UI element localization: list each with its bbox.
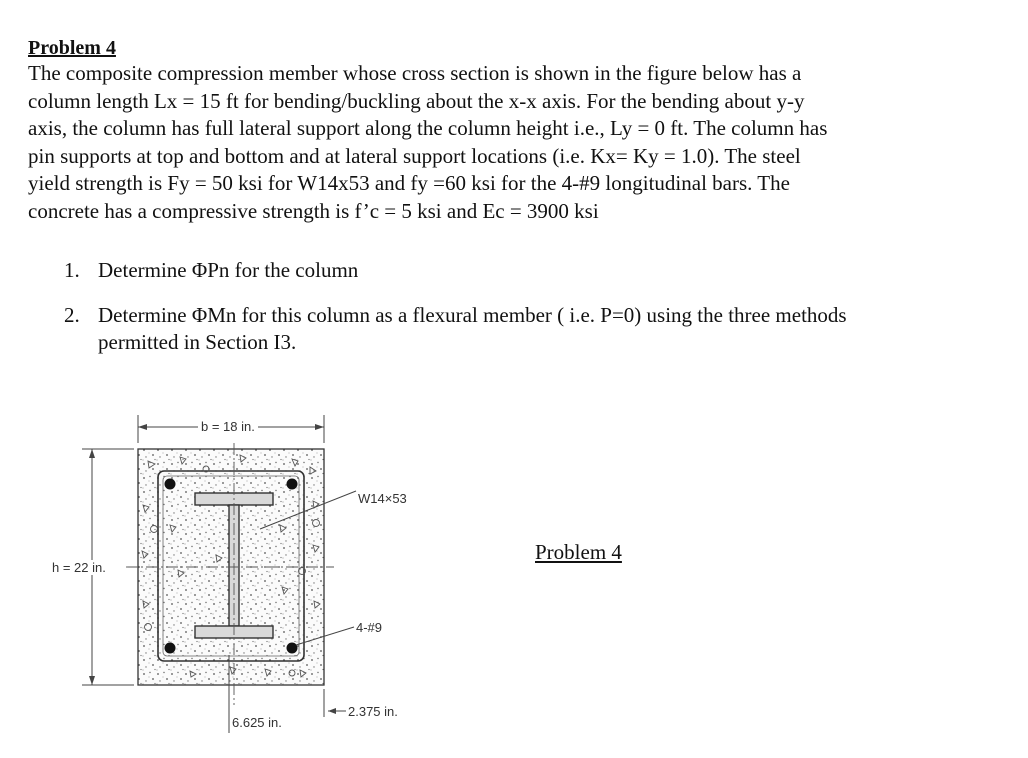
task-number: 1. (64, 258, 80, 282)
task-text: Determine ΦMn for this column as a flexural member ( i.e. P=0) using the three methods (98, 302, 847, 327)
task-number: 2. (64, 302, 80, 327)
bars-label: 4-#9 (356, 620, 383, 635)
statement-line: yield strength is Fy = 50 ksi for W14x53 and fy =60 ksi for the 4-#9 longitudinal bars. The (28, 171, 790, 195)
flange-label: 6.625 in. (232, 715, 282, 730)
statement-line: concrete has a compressive strength is f’c = 5 ksi and Ec = 3900 ksi (28, 198, 599, 223)
rebar-bottom-left (165, 643, 176, 654)
problem-title: Problem 4 (28, 37, 116, 59)
task-text: Determine ΦPn for the column (98, 258, 359, 282)
cross-section-figure (30, 405, 470, 750)
rebar-top-left (165, 479, 176, 490)
height-label: h = 22 in. (52, 560, 106, 575)
statement-line: axis, the column has full lateral support along the column height i.e., Ly = 0 ft. The column has (28, 116, 828, 140)
task-item-2 (64, 302, 1004, 357)
statement-line: column length Lx = 15 ft for bending/buckling about the x-x axis. For the bending about y-y (28, 88, 805, 113)
task-list (64, 257, 1004, 374)
section-label: W14×53 (358, 491, 407, 506)
cover-label: 2.375 in. (348, 704, 398, 719)
cross-section-drawing (30, 405, 470, 750)
problem-statement (28, 60, 988, 225)
statement-line: pin supports at top and bottom and at lateral support locations (i.e. Kx= Ky = 1.0). The steel (28, 143, 801, 168)
rebar-bottom-right (287, 643, 298, 654)
rebar-top-right (287, 479, 298, 490)
task-text: permitted in Section I3. (98, 330, 297, 354)
width-label: b = 18 in. (198, 419, 258, 434)
statement-line: The composite compression member whose cross section is shown in the figure below has a (28, 61, 802, 85)
task-item-1 (64, 257, 1004, 285)
figure-caption: Problem 4 (535, 540, 622, 564)
